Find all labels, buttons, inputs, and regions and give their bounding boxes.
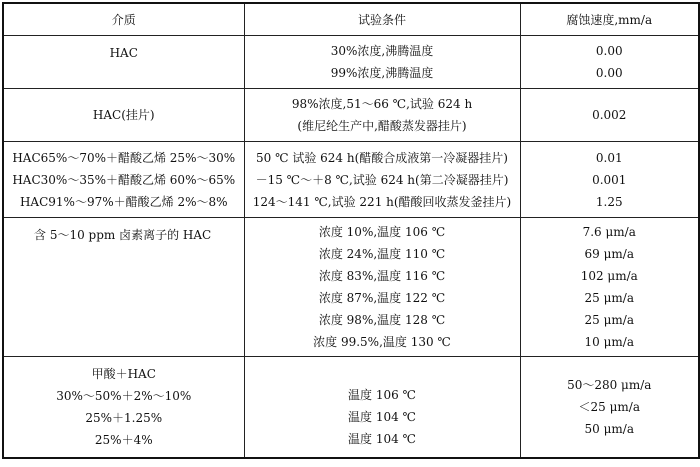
condition-line: 浓度 87%,温度 122 ℃ bbox=[318, 291, 446, 305]
rate-value: 50～280 μm/a bbox=[567, 377, 652, 392]
rate-value: ＜25 μm/a bbox=[578, 399, 640, 414]
condition-line: 温度 106 ℃ bbox=[348, 387, 416, 402]
conditions-cell bbox=[244, 357, 520, 458]
condition-line: －15 ℃～＋8 ℃,试验 624 h(第二冷凝器挂片) bbox=[255, 172, 509, 187]
condition-line: 浓度 98%,温度 128 ℃ bbox=[318, 313, 446, 327]
conditions-cell bbox=[244, 142, 520, 218]
rate-value: 0.002 bbox=[592, 108, 627, 122]
header-corrosion-rate: 腐蚀速度,mm/a bbox=[520, 3, 699, 36]
header-medium: 介质 bbox=[3, 3, 244, 36]
condition-line: 50 ℃ 试验 624 h(醋酸合成液第一冷凝器挂片) bbox=[256, 150, 508, 165]
header-conditions: 试验条件 bbox=[244, 3, 520, 36]
table-row bbox=[3, 89, 699, 142]
rate-value: 0.00 bbox=[595, 66, 623, 80]
table-row bbox=[3, 142, 699, 218]
condition-line: 浓度 24%,温度 110 ℃ bbox=[318, 247, 446, 261]
rate-value: 7.6 μm/a bbox=[582, 225, 636, 239]
medium-line: 25%＋1.25% bbox=[85, 410, 163, 425]
rate-cell bbox=[520, 357, 699, 458]
conditions-cell bbox=[244, 218, 520, 357]
medium-cell bbox=[3, 142, 244, 218]
rate-value: 25 μm/a bbox=[584, 291, 634, 305]
medium-line: HAC30%～35%＋醋酸乙烯 60%～65% bbox=[12, 172, 236, 187]
condition-line: 98%浓度,51～66 ℃,试验 624 h bbox=[291, 97, 473, 111]
condition-line: 温度 104 ℃ bbox=[348, 431, 416, 446]
medium-line: 甲酸＋HAC bbox=[91, 366, 156, 381]
rate-cell bbox=[520, 218, 699, 357]
condition-line: (维尼纶生产中,醋酸蒸发器挂片) bbox=[297, 119, 467, 133]
medium-line: 25%＋4% bbox=[94, 432, 153, 447]
condition-line: 浓度 83%,温度 116 ℃ bbox=[318, 269, 446, 283]
medium-cell bbox=[3, 218, 244, 357]
table-header-row bbox=[3, 3, 699, 36]
table-row bbox=[3, 357, 699, 458]
rate-value: 0.01 bbox=[595, 150, 623, 165]
rate-value: 102 μm/a bbox=[580, 269, 638, 283]
rate-cell bbox=[520, 36, 699, 89]
conditions-cell bbox=[244, 36, 520, 89]
medium-cell bbox=[3, 89, 244, 142]
medium-line: HAC bbox=[109, 46, 138, 60]
condition-line: 浓度 10%,温度 106 ℃ bbox=[318, 225, 446, 239]
medium-cell bbox=[3, 36, 244, 89]
corrosion-rate-table bbox=[2, 2, 700, 459]
conditions-cell bbox=[244, 89, 520, 142]
rate-value: 0.001 bbox=[592, 172, 627, 187]
rate-value: 25 μm/a bbox=[584, 313, 634, 327]
rate-value: 1.25 bbox=[595, 194, 623, 209]
condition-line: 30%浓度,沸腾温度 bbox=[330, 44, 434, 58]
medium-line: HAC65%～70%＋醋酸乙烯 25%～30% bbox=[12, 150, 236, 165]
medium-line: HAC(挂片) bbox=[92, 108, 155, 122]
condition-line: 浓度 99.5%,温度 130 ℃ bbox=[313, 335, 451, 349]
medium-cell bbox=[3, 357, 244, 458]
condition-line: 99%浓度,沸腾温度 bbox=[330, 66, 434, 80]
medium-line: HAC91%～97%＋醋酸乙烯 2%～8% bbox=[19, 194, 228, 209]
rate-value: 50 μm/a bbox=[584, 421, 634, 436]
medium-line: 30%～50%＋2%～10% bbox=[56, 388, 192, 403]
rate-value: 0.00 bbox=[595, 44, 623, 58]
medium-line: 含 5～10 ppm 卤素离子的 HAC bbox=[34, 228, 212, 242]
condition-line: 124～141 ℃,试验 221 h(醋酸回收蒸发釜挂片) bbox=[252, 194, 512, 209]
table-row bbox=[3, 36, 699, 89]
condition-line: 温度 104 ℃ bbox=[348, 409, 416, 424]
rate-cell bbox=[520, 89, 699, 142]
rate-value: 69 μm/a bbox=[584, 247, 634, 261]
rate-cell bbox=[520, 142, 699, 218]
rate-value: 10 μm/a bbox=[584, 335, 634, 349]
table-row bbox=[3, 218, 699, 357]
